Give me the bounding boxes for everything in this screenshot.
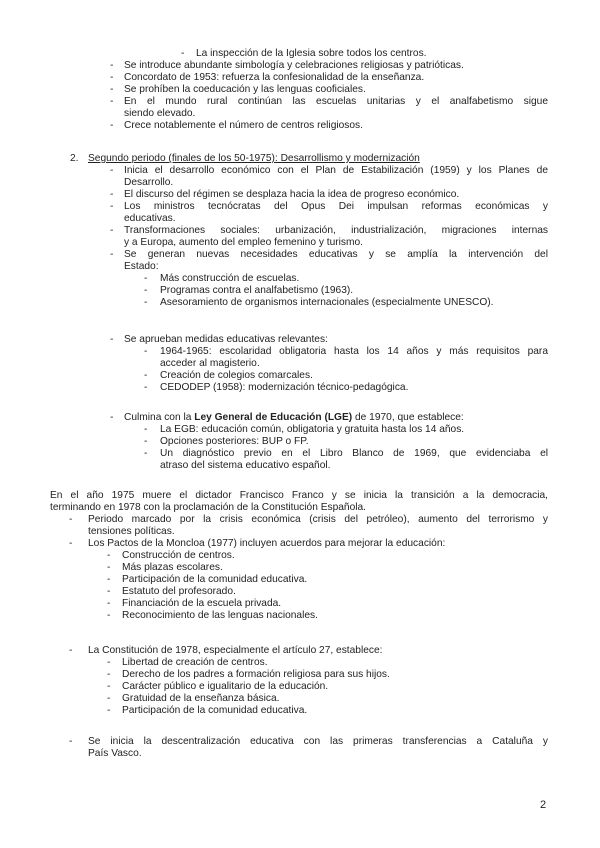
list-dash: - xyxy=(107,550,111,561)
list-item-cont: siendo elevado. xyxy=(124,108,196,119)
list-item: Se aprueban medidas educativas relevantes: xyxy=(124,334,328,345)
sub-item: Derecho de los padres a formación religiosa para sus hijos. xyxy=(122,669,390,680)
list-dash: - xyxy=(107,705,111,716)
sub-item: Programas contra el analfabetismo (1963). xyxy=(160,285,354,296)
sub-item: Asesoramiento de organismos internacionales (especialmente UNESCO). xyxy=(160,297,494,308)
sub-item: Más plazas escolares. xyxy=(122,562,223,573)
list-dash: - xyxy=(110,189,114,200)
list-dash: - xyxy=(110,72,114,83)
list-dash: - xyxy=(144,370,148,381)
list-dash: - xyxy=(69,645,73,656)
lge-item xyxy=(124,412,464,424)
list-dash: - xyxy=(110,84,114,95)
sub-item: Un diagnóstico previo en el Libro Blanco de 1969, que evidenciaba el xyxy=(160,448,548,459)
list-item: Periodo marcado por la crisis económica (crisis del petróleo), aumento del terrorismo y xyxy=(88,514,548,525)
list-dash: - xyxy=(144,382,148,393)
list-dash: - xyxy=(107,681,111,692)
list-dash: - xyxy=(110,201,114,212)
list-item: La Constitución de 1978, especialmente el artículo 27, establece: xyxy=(88,645,383,656)
sub-item: Creación de colegios comarcales. xyxy=(160,370,313,381)
sub-item: Financiación de la escuela privada. xyxy=(122,598,282,609)
list-item: Se prohíben la coeducación y las lenguas cooficiales. xyxy=(124,84,366,95)
list-dash: - xyxy=(110,412,114,423)
list-dash: - xyxy=(110,334,114,345)
list-dash: - xyxy=(107,574,111,585)
sub-item: Reconocimiento de las lenguas nacionales. xyxy=(122,610,318,621)
list-item: Se generan nuevas necesidades educativas y se amplía la intervención del xyxy=(124,249,548,260)
paragraph: En el año 1975 muere el dictador Francisco Franco y se inicia la transición a la democracia, xyxy=(50,490,548,501)
sub-item: Más construcción de escuelas. xyxy=(160,273,300,284)
section-heading: Segundo periodo (finales de los 50-1975): Desarrollismo y modernización xyxy=(88,153,420,164)
sub-item: Estatuto del profesorado. xyxy=(122,586,236,597)
list-item: Inicia el desarrollo económico con el Plan de Estabilización (1959) y los Planes de xyxy=(124,165,548,176)
sub-item: Libertad de creación de centros. xyxy=(122,657,268,668)
sub-item: La EGB: educación común, obligatoria y gratuita hasta los 14 años. xyxy=(160,424,465,435)
list-dash: - xyxy=(110,249,114,260)
list-dash: - xyxy=(144,273,148,284)
list-dash: - xyxy=(69,736,73,747)
list-dash: - xyxy=(144,285,148,296)
list-dash: - xyxy=(110,96,114,107)
list-dash: - xyxy=(110,225,114,236)
list-dash: - xyxy=(107,610,111,621)
lge-law-name: Ley General de Educación (LGE) xyxy=(194,412,353,423)
list-item-cont: educativas. xyxy=(124,213,176,224)
list-item-cont: tensiones políticas. xyxy=(88,526,175,537)
list-dash: - xyxy=(110,60,114,71)
list-item-cont: Desarrollo. xyxy=(124,177,174,188)
list-dash: - xyxy=(69,514,73,525)
list-item-cont: y a Europa, aumento del empleo femenino y turismo. xyxy=(124,237,363,248)
list-dash: - xyxy=(107,657,111,668)
sub-item: CEDODEP (1958): modernización técnico-pedagógica. xyxy=(160,382,409,393)
sub-item: Carácter público e igualitario de la educación. xyxy=(122,681,329,692)
sub-item: 1964-1965: escolaridad obligatoria hasta los 14 años y más requisitos para xyxy=(160,346,548,357)
sub-item-cont: atraso del sistema educativo español. xyxy=(160,460,331,471)
list-dash: - xyxy=(144,346,148,357)
page-number: 2 xyxy=(540,799,547,811)
list-dash: - xyxy=(144,424,148,435)
list-item: En el mundo rural continúan las escuelas unitarias y el analfabetismo sigue xyxy=(124,96,548,107)
list-item: Crece notablemente el número de centros religiosos. xyxy=(124,120,363,131)
list-item: Los ministros tecnócratas del Opus Dei impulsan reformas económicas y xyxy=(124,201,548,212)
list-item: El discurso del régimen se desplaza hacia la idea de progreso económico. xyxy=(124,189,460,200)
list-item: Transformaciones sociales: urbanización, industrialización, migraciones internas xyxy=(124,225,548,236)
list-item-cont: Estado: xyxy=(124,261,159,272)
sub-item: Participación de la comunidad educativa. xyxy=(122,705,308,716)
list-dash: - xyxy=(110,165,114,176)
list-item: Concordato de 1953: refuerza la confesionalidad de la enseñanza. xyxy=(124,72,425,83)
list-dash: - xyxy=(107,598,111,609)
list-dash: - xyxy=(107,562,111,573)
sub-item: Gratuidad de la enseñanza básica. xyxy=(122,693,280,704)
lge-text: Culmina con la xyxy=(124,412,195,423)
list-dash: - xyxy=(107,586,111,597)
sub-item: Participación de la comunidad educativa. xyxy=(122,574,308,585)
sub-item: La inspección de la Iglesia sobre todos los centros. xyxy=(196,48,427,59)
list-dash: - xyxy=(110,120,114,131)
list-dash: - xyxy=(144,297,148,308)
list-dash: - xyxy=(107,669,111,680)
list-dash: - xyxy=(181,48,185,59)
list-dash: - xyxy=(144,436,148,447)
list-dash: - xyxy=(69,538,73,549)
sub-item: Opciones posteriores: BUP o FP. xyxy=(160,436,309,447)
list-dash: - xyxy=(107,693,111,704)
lge-text: de 1970, que establece: xyxy=(352,412,464,423)
sub-item-cont: acceder al magisterio. xyxy=(160,358,260,369)
list-item-cont: País Vasco. xyxy=(88,748,142,759)
paragraph-cont: terminando en 1978 con la proclamación de la Constitución Española. xyxy=(50,502,367,513)
list-item: Se introduce abundante simbología y celebraciones religiosas y patrióticas. xyxy=(124,60,464,71)
sub-item: Construcción de centros. xyxy=(122,550,235,561)
list-item: Se inicia la descentralización educativa con las primeras transferencias a Cataluña y xyxy=(88,736,548,747)
list-item: Los Pactos de la Moncloa (1977) incluyen acuerdos para mejorar la educación: xyxy=(88,538,446,549)
list-number: 2. xyxy=(70,153,79,164)
list-dash: - xyxy=(144,448,148,459)
